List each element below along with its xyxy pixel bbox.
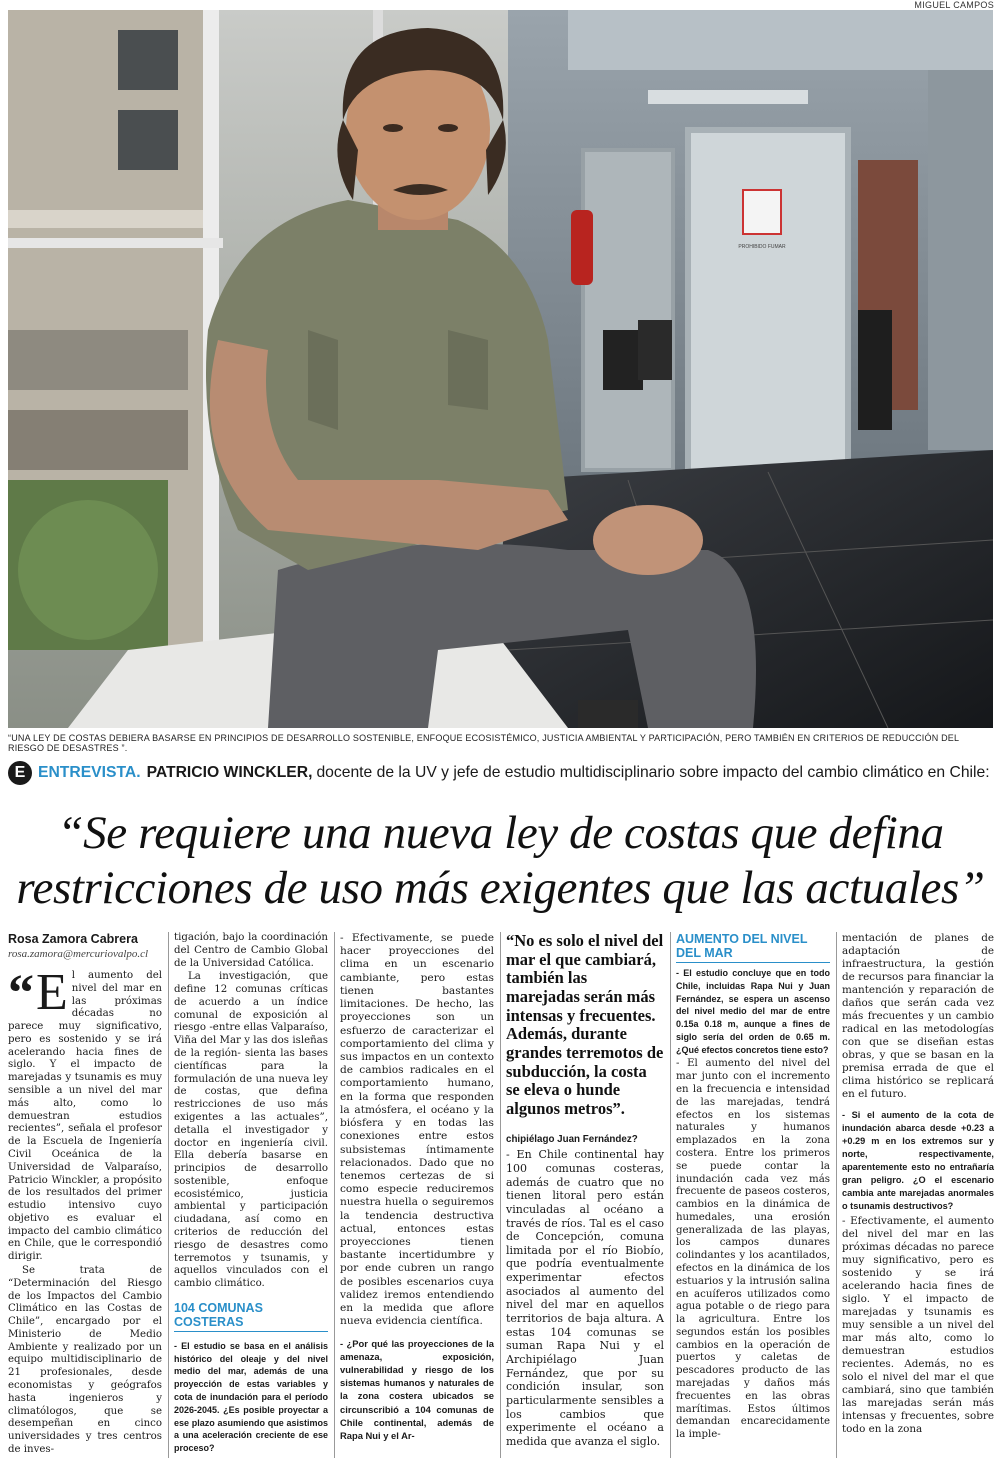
pull-quote: “No es solo el nivel del mar el que cambiará, también las marejadas serán más intensas y frecuentes. Además, durante grandes terremotos de subducción, la costa se eleva o hunde algunos metros”.: [506, 931, 664, 1118]
opening-quote-mark: “: [8, 965, 34, 1022]
column-1: [8, 932, 162, 1458]
author-name: Rosa Zamora Cabrera: [8, 932, 138, 946]
section-badge: E: [8, 761, 32, 785]
lead-paragraph: [8, 964, 162, 1264]
column-divider: [168, 932, 169, 1458]
kicker: [8, 760, 993, 786]
column-3: [340, 932, 494, 1444]
lead-text: l aumento del nivel del mar en las próximas décadas no parece muy significativo, pero es sostenido y se irá acelerando hacia fines de siglo. Y el impacto de marejadas y tsunamis es muy sensible a un nivel del mar más alto, como lo demuestran estudios recientes”, señala el profesor de la Escuela de Ingeniería Civil Oceánica de la Universidad de Valparaíso, Patricio Winckler, a propósito de los resultados del primer estudio intensivo cuyo objetivo es evaluar el impacto del cambio climático en Chile, que le correspondió dirigir.: [8, 970, 162, 1263]
interview-answer: - En Chile continental hay 100 comunas costeras, además de cuatro que no tienen litoral pero están vinculadas al océano a través de ríos. Tal es el caso de Concepción, comuna limitada por el río Biobío, que podría eventualmente experimentar efectos asociados al aumento del nivel del mar en aquellos territorios de baja altura. A estas 104 comunas se suman Rapa Nui y el Archipiélago Juan Fernández, que por su condición insular, son particularmente sensibles a los cambios que experimente el océano a medida que avanza el siglo.: [506, 1148, 664, 1448]
section-label: ENTREVISTA.: [38, 764, 141, 781]
interview-answer: - Efectivamente, se puede hacer proyecciones del clima en un escenario cambiante, pero estas tienen bastantes limitaciones. De hecho, las proyecciones son un esfuerzo de caracterizar el comportamiento del clima y sus impactos en un contexto de cambios radicales en el comportamiento humano, en la forma que responden la atmósfera, el océano y la biósfera y en todas las conexiones entre estos subsistemas íntimamente relacionados. Dado que no tenemos certezas de si como especie reduciremos nuestra huella o seguiremos la tendencia destructiva actual, entonces estas proyecciones tienen bastante incertidumbre y por ende cubren un rango de posibles escenarios cuya validez iremos entendiendo en la medida que aflore nueva evidencia científica.: [340, 932, 494, 1328]
paragraph: tigación, bajo la coordinación del Centro de Cambio Global de la Universidad Católica.: [174, 932, 328, 969]
interview-question: - ¿Por qué las proyecciones de la amenaza, exposición, vulnerabilidad y riesgo de los sistemas humanos y naturales de la zona costera ubicados se circunscribió a 104 comunas de Chile continental, además de Rapa Nui y el Ar-: [340, 1337, 494, 1442]
photo-credit: MIGUEL CAMPOS: [914, 0, 994, 10]
interview-answer: - Efectivamente, el aumento del nivel del mar en las próximas décadas no parece muy significativo, pero es sostenido y se irá acelerando hacia fines de siglo. Y el impacto de marejadas y tsunamis es muy sensible a un nivel del mar más alto, como lo demuestran estudios recientes. Además, no es solo el nivel del mar el que cambiará, sino que también las marejadas serán más intensas y frecuentes, sobre todo en la zona: [842, 1215, 994, 1435]
column-4: [506, 932, 664, 1450]
column-divider: [334, 932, 335, 1458]
interviewee-name: PATRICIO WINCKLER,: [146, 764, 313, 781]
subhead: AUMENTO DEL NIVEL DEL MAR: [676, 932, 830, 963]
column-2: [174, 932, 328, 1457]
subhead: 104 COMUNAS COSTERAS: [174, 1301, 328, 1332]
photo-illustration: [8, 10, 993, 728]
paragraph: La investigación, que define 12 comunas críticas de acuerdo a un índice comunal de exposición al riesgo -entre ellas Valparaíso, Viña del Mar y las dos isleñas de la región- sienta las bases científicas para la formulación de una nueva ley de costas, que defina restricciones de uso más exigentes a las actuales”, detalla el investigador y doctor en ingeniería civil. Ella debería basarse en principios de desarrollo sostenible, enfoque ecosistémico, justicia ambiental y participación ciudadana, así como en criterios de reducción del riesgo de desastres como terremotos y tsunamis, y aquellos vinculados con el cambio climático.: [174, 971, 328, 1290]
interview-question-end: chipiélago Juan Fernández?: [506, 1133, 638, 1145]
interview-answer: - El aumento del nivel del mar junto con el incremento en la frecuencia e intensidad de las marejadas, tendrá efectos en los sistemas naturales y humanos emplazados en la zona costera. Entre los primeros se puede contar la inundación cada vez más frecuente de paseos costeros, cambios en la dinámica de humedales, una erosión generalizada de las playas, los campos dunares colindantes y los acantilados, efectos en la dinámica de los estuarios y la intrusión salina en acuíferos utilizados como agua potable o de riego para la agricultura. Entre los segundos están los posibles cambios en la operación de puertos y caletas de pescadores producto de las marejadas y daños más frecuentes en las obras marítimas. Estos últimos demandan encarecidamente la imple-: [676, 1058, 830, 1441]
paragraph: Se trata de “Determinación del Riesgo de los Impactos del Cambio Climático en las Costas de Chile”, encargado por el Ministerio de Medio Ambiente y realizado por un equipo multidisciplinario de 21 profesionales, desde economistas y geógrafos hasta ingenieros y climatólogos, que se desempeñan en cinco universidades y tres centros de inves-: [8, 1264, 162, 1455]
dropcap: E: [36, 964, 68, 1021]
headline-line-2: restricciones de uso más exigentes que las actuales”: [16, 862, 985, 914]
portrait-photo: [8, 10, 993, 728]
interview-question: - El estudio se basa en el análisis histórico del oleaje y del nivel medio del mar, además de una proyección de estas variables y cota de inundación para el período 2026-2045. ¿Es posible proyectar a ese plazo asumiendo que asistimos a una aceleración creciente de ese proceso?: [174, 1340, 328, 1454]
author-email: rosa.zamora@mercuriovalpo.cl: [8, 948, 149, 960]
headline: [8, 806, 993, 916]
interview-question: - Si el aumento de la cota de inundación abarca desde +0.23 a +0.29 m en los extremos sur y norte, respectivamente, aparentemente esto no entrañaría gran peligro. ¿O el escenario cambia ante marejadas anormales o tsunamis destructivos?: [842, 1110, 994, 1211]
interviewee-description: docente de la UV y jefe de estudio multidisciplinario sobre impacto del cambio climático en Chile:: [316, 764, 990, 781]
column-6: [842, 932, 994, 1437]
column-divider: [500, 932, 501, 1458]
photo-caption: “UNA LEY DE COSTAS DEBIERA BASARSE EN PRINCIPIOS DE DESARROLLO SOSTENIBLE, ENFOQUE ECOSISTÉMICO, JUSTICIA AMBIENTAL Y PARTICIPACIÓN, PERO TAMBIÉN EN CRITERIOS DE REDUCCIÓN DEL RIESGO DE DESASTRES ”.: [8, 733, 959, 753]
paragraph: mentación de planes de adaptación de infraestructura, la gestión de recursos para financiar la mantención y reparación de daños que serán cada vez más frecuentes y un cambio radical en las metodologías con que se diseñan estas obras, y que se basan en la premisa errada de que el clima histórico se replicará en el futuro.: [842, 932, 994, 1100]
column-5: [676, 932, 830, 1443]
column-divider: [670, 932, 671, 1458]
headline-line-1: “Se requiere una nueva ley de costas que defina: [57, 807, 944, 859]
interview-question: - El estudio concluye que en todo Chile, incluidas Rapa Nui y Juan Fernández, se espera un ascenso del nivel medio del mar de entre 0.15a 0.18 m, aunque a fines de siglo sería del orden de 0.65 m. ¿Qué efectos concretos tiene esto?: [676, 968, 830, 1055]
photo-sign-text: PROHIBIDO FUMAR: [738, 244, 786, 250]
column-divider: [836, 932, 837, 1458]
